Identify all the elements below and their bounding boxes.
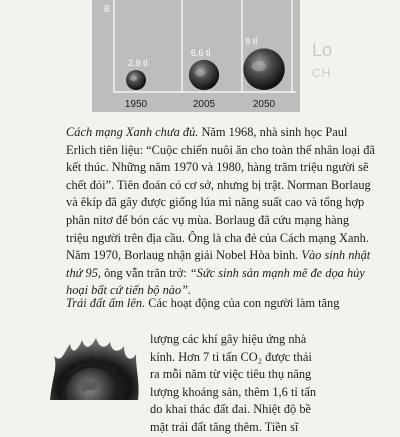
text-span: Năm 1970, Borlaug nhận giải Nobel Hòa bình. — [66, 248, 302, 263]
population-globes-chart — [92, 0, 300, 112]
burning-earth-graphic — [40, 338, 144, 400]
text-line — [66, 265, 364, 283]
globe-highlight — [195, 69, 206, 77]
text-line: lượng khoáng sản, thêm 1,6 tỉ tấn — [150, 384, 317, 399]
paragraph-global-warming — [150, 331, 364, 437]
text-line: lượng các khí gây hiệu ứng nhà — [150, 332, 307, 346]
text-line: kết thúc. Những năm 1970 và 1980, hàng trăm triệu người sẽ — [66, 160, 369, 175]
burning-earth-image — [40, 338, 144, 400]
text-line: phân nitơ để bón các vụ mùa. Borlaug đã cứu mạng hàng — [66, 212, 350, 227]
section-lead: Cách mạng Xanh chưa đủ. — [66, 125, 199, 139]
italic-span: Vào sinh nhật — [301, 248, 371, 263]
data-label: 2.9 tỉ — [128, 58, 148, 68]
quote-span: “Sức sinh sản mạnh mẽ đe dọa hủy — [189, 265, 365, 280]
globe-highlight — [130, 76, 137, 81]
text-span: ông vẫn trăn trở: — [100, 265, 190, 280]
text-span: Các hoạt động của con người làm tăng — [145, 296, 340, 310]
bleed-text-2: CH — [312, 66, 332, 80]
text-line: Erlich tiên liệu: “Cuộc chiến nuôi ăn cho toàn thế nhân loại đã — [66, 142, 375, 157]
text-line: hoại bất cứ tiến bộ nào”. — [66, 283, 192, 298]
adjacent-page-bleed — [302, 18, 400, 98]
bleed-text-1: Lo — [312, 40, 333, 60]
text-line: chết đói”. Tiên đoán có cơ sở, nhưng bị trật. Norman Borlaug — [66, 177, 371, 192]
text-span: Năm 1968, nhà sinh học Paul — [198, 125, 348, 139]
paragraph-global-warming-first-line — [66, 295, 364, 313]
italic-span: thứ 95, — [66, 265, 101, 280]
text-line: do khai thác đất đai. Nhiệt độ bề — [150, 402, 312, 417]
globe-highlight — [252, 61, 267, 71]
text-line: và êkíp đã gây được giống lúa mì năng suất cao và tổng hợp — [66, 195, 365, 210]
section-lead: Trái đất ấm lên. — [66, 296, 146, 310]
y-tick-label: 8 — [104, 4, 110, 15]
paragraph-green-revolution — [66, 124, 375, 300]
text-line: ra mỗi năm từ việc tiêu thụ năng — [150, 367, 312, 382]
text-line: mặt trái đất tăng thêm. Tiền sĩ — [150, 419, 299, 434]
x-tick-label: 2005 — [192, 99, 216, 110]
text-line: triệu người trên địa cầu. Ông là cha đẻ của Cách mạng Xanh. — [66, 230, 369, 245]
text-line — [66, 124, 364, 142]
text-line: kính. Hơn 7 tỉ tấn CO₂ được thải — [150, 349, 312, 364]
population-chart — [92, 0, 300, 112]
text-line — [66, 247, 371, 265]
data-label: 9 tỉ — [245, 36, 258, 47]
text-line — [66, 295, 364, 313]
data-label: 6.6 tỉ — [190, 47, 211, 58]
x-tick-label: 2050 — [252, 99, 276, 110]
x-tick-label: 1950 — [124, 99, 148, 110]
